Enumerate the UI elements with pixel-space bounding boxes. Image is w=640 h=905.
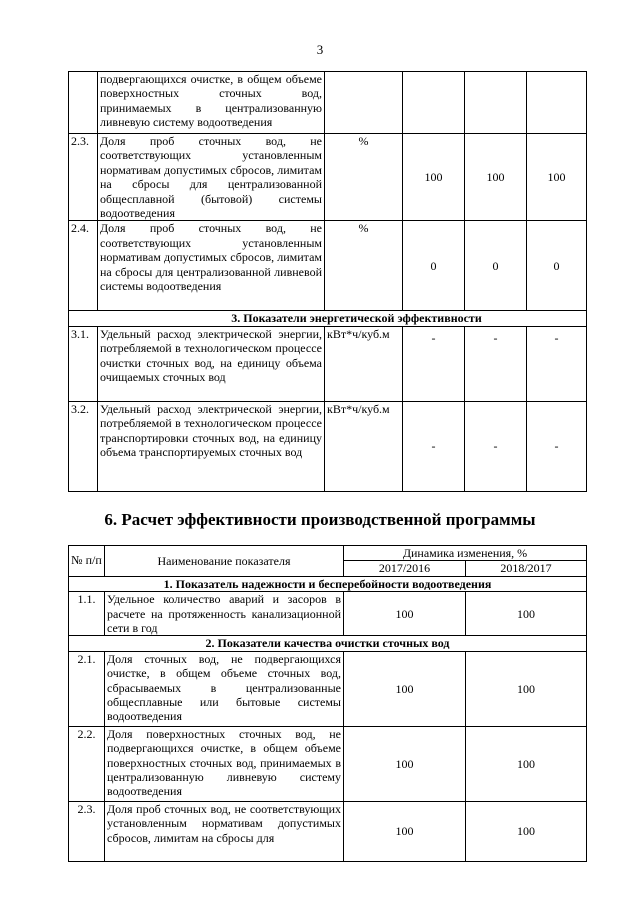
indicator-name: Доля проб сточных вод, не соответствующих установленным нормативам допустимых сбросов, лимитам на сбросы для централизованной ливневой системы водоотведения bbox=[98, 221, 325, 311]
section-row bbox=[69, 311, 587, 326]
table-row bbox=[69, 592, 587, 636]
header-row bbox=[69, 546, 587, 561]
value-cell: 100 bbox=[403, 134, 465, 221]
value-cell: 100 bbox=[466, 592, 587, 636]
row-number: 3.2. bbox=[69, 401, 98, 491]
value-cell bbox=[403, 72, 465, 134]
row-number bbox=[69, 72, 98, 134]
row-number: 2.1. bbox=[69, 651, 105, 726]
value-cell: 100 bbox=[466, 651, 587, 726]
section-title: 2. Показатели качества очистки сточных вод bbox=[69, 636, 587, 651]
unit-cell bbox=[325, 72, 403, 134]
value-cell bbox=[527, 72, 587, 134]
table-row bbox=[69, 134, 587, 221]
section-row bbox=[69, 636, 587, 651]
efficiency-table bbox=[68, 545, 587, 862]
table-row bbox=[69, 221, 587, 311]
value-cell: - bbox=[527, 326, 587, 401]
section-heading: 6. Расчет эффективности производственной программы bbox=[104, 510, 536, 529]
unit-cell: % bbox=[325, 221, 403, 311]
indicator-name: Доля сточных вод, не подвергающихся очистке, в общем объеме сточных вод, сбрасываемых в централизованные общесплавные или бытовые системы водоотведения bbox=[105, 651, 344, 726]
value-cell: - bbox=[465, 401, 527, 491]
value-cell: 100 bbox=[344, 726, 466, 801]
indicator-name: Доля проб сточных вод, не соответствующих установленным нормативам допустимых сбросов, лимитам на сбросы для централизованной общесплавной (бытовой) системы водоотведения bbox=[98, 134, 325, 221]
column-header-period: 2017/2016 bbox=[344, 561, 466, 576]
table-row bbox=[69, 801, 587, 861]
indicator-name: Доля проб сточных вод, не соответствующих установленным нормативам допустимых сбросов, лимитам на сбросы для bbox=[105, 801, 344, 861]
table-row bbox=[69, 726, 587, 801]
value-cell: 100 bbox=[466, 801, 587, 861]
row-number: 2.3. bbox=[69, 801, 105, 861]
row-number: 3.1. bbox=[69, 326, 98, 401]
indicator-name: Удельный расход электрической энергии, потребляемой в технологическом процессе транспортировки сточных вод, на единицу объема транспортируемых сточных вод bbox=[98, 401, 325, 491]
value-cell: - bbox=[527, 401, 587, 491]
row-number: 2.2. bbox=[69, 726, 105, 801]
value-cell: 0 bbox=[403, 221, 465, 311]
table-row bbox=[69, 651, 587, 726]
indicator-name: подвергающихся очистке, в общем объеме поверхностных сточных вод, принимаемых в централизованную ливневую систему водоотведения bbox=[98, 72, 325, 134]
value-cell: 100 bbox=[465, 134, 527, 221]
unit-cell: кВт*ч/куб.м bbox=[325, 326, 403, 401]
table-row bbox=[69, 326, 587, 401]
table-continuation bbox=[68, 71, 587, 492]
value-cell: - bbox=[403, 401, 465, 491]
value-cell: 100 bbox=[466, 726, 587, 801]
row-number: 2.3. bbox=[69, 134, 98, 221]
value-cell: 100 bbox=[527, 134, 587, 221]
unit-cell: кВт*ч/куб.м bbox=[325, 401, 403, 491]
section-title: 1. Показатель надежности и бесперебойности водоотведения bbox=[69, 576, 587, 591]
value-cell: 100 bbox=[344, 592, 466, 636]
row-number: 1.1. bbox=[69, 592, 105, 636]
column-header-dynamics: Динамика изменения, % bbox=[344, 546, 587, 561]
unit-cell: % bbox=[325, 134, 403, 221]
value-cell bbox=[465, 72, 527, 134]
value-cell: 0 bbox=[527, 221, 587, 311]
section-title: 3. Показатели энергетической эффективности bbox=[69, 311, 587, 326]
section-row bbox=[69, 576, 587, 591]
column-header-period: 2018/2017 bbox=[466, 561, 587, 576]
value-cell: - bbox=[465, 326, 527, 401]
value-cell: 100 bbox=[344, 651, 466, 726]
value-cell: 100 bbox=[344, 801, 466, 861]
column-header-name: Наименование показателя bbox=[105, 546, 344, 577]
column-header-number: № п/п bbox=[69, 546, 105, 577]
indicator-name: Удельное количество аварий и засоров в расчете на протяженность канализационной сети в год bbox=[105, 592, 344, 636]
page-number: 3 bbox=[316, 42, 324, 57]
table-row bbox=[69, 401, 587, 491]
row-number: 2.4. bbox=[69, 221, 98, 311]
table-row bbox=[69, 72, 587, 134]
value-cell: - bbox=[403, 326, 465, 401]
indicator-name: Доля поверхностных сточных вод, не подвергающихся очистке, в общем объеме поверхностных сточных вод, принимаемых в централизованную ливневую систему водоотведения bbox=[105, 726, 344, 801]
value-cell: 0 bbox=[465, 221, 527, 311]
indicator-name: Удельный расход электрической энергии, потребляемой в технологическом процессе очистки сточных вод, на единицу объема очищаемых сточных вод bbox=[98, 326, 325, 401]
